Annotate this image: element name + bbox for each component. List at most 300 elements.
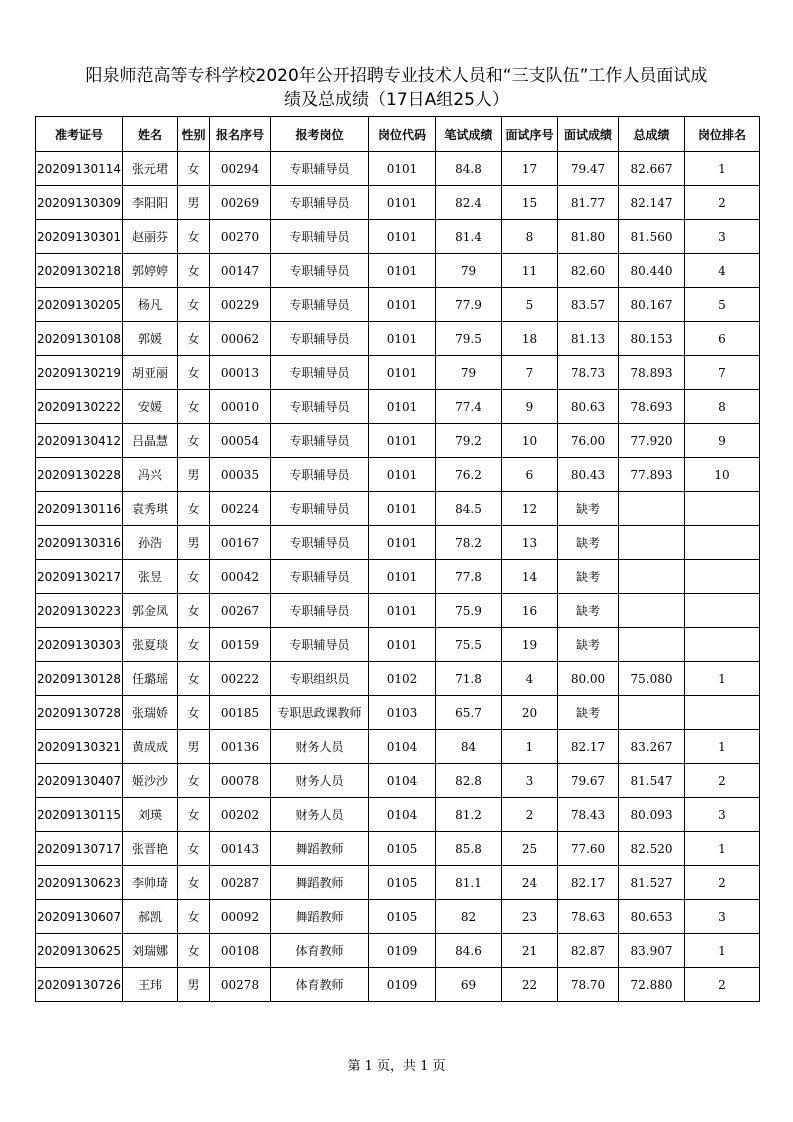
post-rank-cell: 6 [685, 322, 760, 356]
table-row [36, 730, 760, 764]
post-cell: 专职辅导员 [271, 628, 369, 662]
total-score-cell: 83.907 [619, 934, 685, 968]
post-cell: 专职组织员 [271, 662, 369, 696]
post-rank-cell: 2 [685, 866, 760, 900]
exam-id-cell: 20209130625 [36, 934, 123, 968]
header-written-score: 笔试成绩 [436, 117, 502, 152]
interview-order-cell: 9 [502, 390, 558, 424]
table-row [36, 900, 760, 934]
post-cell: 专职辅导员 [271, 492, 369, 526]
post-code-cell: 0101 [369, 526, 436, 560]
post-code-cell: 0104 [369, 764, 436, 798]
exam-id-cell: 20209130412 [36, 424, 123, 458]
interview-score-cell: 83.57 [558, 288, 619, 322]
post-cell: 专职思政课教师 [271, 696, 369, 730]
post-rank-cell [685, 560, 760, 594]
total-score-cell: 83.267 [619, 730, 685, 764]
name-cell: 李阳阳 [123, 186, 178, 220]
interview-score-cell: 79.47 [558, 152, 619, 186]
reg-no-cell: 00202 [210, 798, 271, 832]
post-cell: 体育教师 [271, 968, 369, 1002]
total-score-cell [619, 492, 685, 526]
written-score-cell: 81.4 [436, 220, 502, 254]
interview-score-cell: 82.17 [558, 866, 619, 900]
written-score-cell: 78.2 [436, 526, 502, 560]
interview-score-cell: 81.80 [558, 220, 619, 254]
gender-cell: 女 [178, 322, 210, 356]
total-score-cell: 80.653 [619, 900, 685, 934]
written-score-cell: 81.2 [436, 798, 502, 832]
interview-order-cell: 13 [502, 526, 558, 560]
name-cell: 冯兴 [123, 458, 178, 492]
name-cell: 王玮 [123, 968, 178, 1002]
post-code-cell: 0105 [369, 832, 436, 866]
gender-cell: 女 [178, 560, 210, 594]
interview-order-cell: 15 [502, 186, 558, 220]
total-score-cell [619, 696, 685, 730]
interview-order-cell: 14 [502, 560, 558, 594]
interview-order-cell: 4 [502, 662, 558, 696]
interview-score-cell: 缺考 [558, 526, 619, 560]
reg-no-cell: 00062 [210, 322, 271, 356]
gender-cell: 女 [178, 662, 210, 696]
post-cell: 专职辅导员 [271, 322, 369, 356]
exam-id-cell: 20209130607 [36, 900, 123, 934]
total-score-cell: 78.893 [619, 356, 685, 390]
post-code-cell: 0109 [369, 934, 436, 968]
post-cell: 财务人员 [271, 798, 369, 832]
reg-no-cell: 00278 [210, 968, 271, 1002]
post-rank-cell: 4 [685, 254, 760, 288]
interview-order-cell: 16 [502, 594, 558, 628]
gender-cell: 女 [178, 866, 210, 900]
reg-no-cell: 00035 [210, 458, 271, 492]
total-score-cell: 81.527 [619, 866, 685, 900]
table-row [36, 560, 760, 594]
interview-score-cell: 80.63 [558, 390, 619, 424]
post-cell: 舞蹈教师 [271, 832, 369, 866]
written-score-cell: 69 [436, 968, 502, 1002]
exam-id-cell: 20209130114 [36, 152, 123, 186]
post-code-cell: 0101 [369, 254, 436, 288]
post-rank-cell [685, 594, 760, 628]
name-cell: 胡亚丽 [123, 356, 178, 390]
interview-score-cell: 缺考 [558, 628, 619, 662]
total-score-cell [619, 628, 685, 662]
page-footer: 第 1 页，共 1 页 [347, 1059, 446, 1074]
post-cell: 财务人员 [271, 730, 369, 764]
post-rank-cell [685, 492, 760, 526]
header-gender: 性别 [178, 117, 210, 152]
interview-score-cell: 缺考 [558, 594, 619, 628]
exam-id-cell: 20209130717 [36, 832, 123, 866]
gender-cell: 女 [178, 696, 210, 730]
post-rank-cell: 8 [685, 390, 760, 424]
gender-cell: 女 [178, 764, 210, 798]
post-code-cell: 0101 [369, 186, 436, 220]
post-cell: 专职辅导员 [271, 526, 369, 560]
reg-no-cell: 00159 [210, 628, 271, 662]
written-score-cell: 81.1 [436, 866, 502, 900]
gender-cell: 男 [178, 458, 210, 492]
exam-id-cell: 20209130205 [36, 288, 123, 322]
exam-id-cell: 20209130116 [36, 492, 123, 526]
interview-order-cell: 11 [502, 254, 558, 288]
post-code-cell: 0101 [369, 356, 436, 390]
interview-score-cell: 82.60 [558, 254, 619, 288]
exam-id-cell: 20209130407 [36, 764, 123, 798]
name-cell: 郭金凤 [123, 594, 178, 628]
post-code-cell: 0104 [369, 730, 436, 764]
reg-no-cell: 00167 [210, 526, 271, 560]
table-row [36, 866, 760, 900]
post-rank-cell: 1 [685, 832, 760, 866]
post-rank-cell [685, 696, 760, 730]
table-row [36, 662, 760, 696]
exam-id-cell: 20209130228 [36, 458, 123, 492]
reg-no-cell: 00078 [210, 764, 271, 798]
exam-id-cell: 20209130219 [36, 356, 123, 390]
post-cell: 专职辅导员 [271, 560, 369, 594]
written-score-cell: 84.5 [436, 492, 502, 526]
exam-id-cell: 20209130301 [36, 220, 123, 254]
total-score-cell: 82.667 [619, 152, 685, 186]
post-code-cell: 0101 [369, 288, 436, 322]
interview-order-cell: 3 [502, 764, 558, 798]
total-score-cell: 77.893 [619, 458, 685, 492]
interview-order-cell: 2 [502, 798, 558, 832]
post-rank-cell: 3 [685, 798, 760, 832]
table-row [36, 492, 760, 526]
header-row [36, 117, 760, 152]
total-score-cell: 75.080 [619, 662, 685, 696]
name-cell: 张昱 [123, 560, 178, 594]
table-row [36, 526, 760, 560]
name-cell: 赵丽芬 [123, 220, 178, 254]
reg-no-cell: 00269 [210, 186, 271, 220]
name-cell: 张夏琰 [123, 628, 178, 662]
table-row [36, 798, 760, 832]
interview-order-cell: 8 [502, 220, 558, 254]
interview-score-cell: 78.73 [558, 356, 619, 390]
table-row [36, 628, 760, 662]
table-row [36, 220, 760, 254]
interview-score-cell: 79.67 [558, 764, 619, 798]
total-score-cell: 80.440 [619, 254, 685, 288]
post-cell: 财务人员 [271, 764, 369, 798]
total-score-cell: 77.920 [619, 424, 685, 458]
total-score-cell: 82.147 [619, 186, 685, 220]
header-interview-score: 面试成绩 [558, 117, 619, 152]
reg-no-cell: 00143 [210, 832, 271, 866]
reg-no-cell: 00287 [210, 866, 271, 900]
gender-cell: 男 [178, 730, 210, 764]
gender-cell: 女 [178, 288, 210, 322]
post-cell: 专职辅导员 [271, 390, 369, 424]
name-cell: 刘瑛 [123, 798, 178, 832]
gender-cell: 女 [178, 152, 210, 186]
gender-cell: 女 [178, 934, 210, 968]
header-post: 报考岗位 [271, 117, 369, 152]
post-code-cell: 0101 [369, 458, 436, 492]
reg-no-cell: 00136 [210, 730, 271, 764]
written-score-cell: 75.9 [436, 594, 502, 628]
name-cell: 任璐瑶 [123, 662, 178, 696]
table-row [36, 594, 760, 628]
post-rank-cell: 1 [685, 152, 760, 186]
post-code-cell: 0101 [369, 390, 436, 424]
gender-cell: 男 [178, 968, 210, 1002]
written-score-cell: 76.2 [436, 458, 502, 492]
interview-order-cell: 21 [502, 934, 558, 968]
interview-order-cell: 19 [502, 628, 558, 662]
post-rank-cell: 2 [685, 186, 760, 220]
post-rank-cell: 1 [685, 934, 760, 968]
reg-no-cell: 00054 [210, 424, 271, 458]
written-score-cell: 82 [436, 900, 502, 934]
exam-id-cell: 20209130309 [36, 186, 123, 220]
document-title [30, 64, 763, 112]
table-row [36, 764, 760, 798]
name-cell: 吕晶慧 [123, 424, 178, 458]
post-cell: 舞蹈教师 [271, 900, 369, 934]
written-score-cell: 79.5 [436, 322, 502, 356]
post-rank-cell: 1 [685, 662, 760, 696]
total-score-cell: 80.153 [619, 322, 685, 356]
name-cell: 姬沙沙 [123, 764, 178, 798]
post-cell: 专职辅导员 [271, 220, 369, 254]
interview-order-cell: 1 [502, 730, 558, 764]
exam-id-cell: 20209130303 [36, 628, 123, 662]
exam-id-cell: 20209130321 [36, 730, 123, 764]
post-cell: 专职辅导员 [271, 594, 369, 628]
total-score-cell: 81.547 [619, 764, 685, 798]
exam-id-cell: 20209130128 [36, 662, 123, 696]
reg-no-cell: 00147 [210, 254, 271, 288]
total-score-cell: 81.560 [619, 220, 685, 254]
gender-cell: 男 [178, 526, 210, 560]
written-score-cell: 65.7 [436, 696, 502, 730]
post-rank-cell: 10 [685, 458, 760, 492]
interview-order-cell: 5 [502, 288, 558, 322]
interview-score-cell: 77.60 [558, 832, 619, 866]
written-score-cell: 82.4 [436, 186, 502, 220]
gender-cell: 女 [178, 254, 210, 288]
table-row [36, 254, 760, 288]
written-score-cell: 84 [436, 730, 502, 764]
post-code-cell: 0101 [369, 424, 436, 458]
interview-order-cell: 12 [502, 492, 558, 526]
interview-score-cell: 81.77 [558, 186, 619, 220]
reg-no-cell: 00013 [210, 356, 271, 390]
post-code-cell: 0101 [369, 560, 436, 594]
post-rank-cell: 2 [685, 968, 760, 1002]
reg-no-cell: 00270 [210, 220, 271, 254]
total-score-cell [619, 560, 685, 594]
total-score-cell: 78.693 [619, 390, 685, 424]
gender-cell: 女 [178, 390, 210, 424]
header-name: 姓名 [123, 117, 178, 152]
table-row [36, 288, 760, 322]
written-score-cell: 84.6 [436, 934, 502, 968]
exam-id-cell: 20209130108 [36, 322, 123, 356]
written-score-cell: 79 [436, 356, 502, 390]
reg-no-cell: 00185 [210, 696, 271, 730]
interview-order-cell: 25 [502, 832, 558, 866]
interview-order-cell: 23 [502, 900, 558, 934]
reg-no-cell: 00229 [210, 288, 271, 322]
post-code-cell: 0109 [369, 968, 436, 1002]
post-cell: 专职辅导员 [271, 424, 369, 458]
table-row [36, 696, 760, 730]
name-cell: 孙浩 [123, 526, 178, 560]
title-line-1: 阳泉师范高等专科学校2020年公开招聘专业技术人员和“三支队伍”工作人员面试成 [85, 66, 708, 86]
gender-cell: 女 [178, 832, 210, 866]
post-cell: 专职辅导员 [271, 186, 369, 220]
post-rank-cell: 9 [685, 424, 760, 458]
post-code-cell: 0101 [369, 220, 436, 254]
gender-cell: 女 [178, 798, 210, 832]
table-row [36, 968, 760, 1002]
post-cell: 专职辅导员 [271, 152, 369, 186]
name-cell: 刘瑞娜 [123, 934, 178, 968]
interview-score-cell: 78.43 [558, 798, 619, 832]
interview-score-cell: 81.13 [558, 322, 619, 356]
interview-score-cell: 缺考 [558, 696, 619, 730]
interview-score-cell: 78.63 [558, 900, 619, 934]
total-score-cell [619, 526, 685, 560]
written-score-cell: 77.9 [436, 288, 502, 322]
gender-cell: 女 [178, 594, 210, 628]
interview-score-cell: 80.00 [558, 662, 619, 696]
total-score-cell: 80.093 [619, 798, 685, 832]
post-code-cell: 0101 [369, 628, 436, 662]
score-table [35, 116, 760, 1002]
header-reg-no: 报名序号 [210, 117, 271, 152]
gender-cell: 女 [178, 492, 210, 526]
table-row [36, 186, 760, 220]
interview-score-cell: 缺考 [558, 560, 619, 594]
gender-cell: 男 [178, 186, 210, 220]
reg-no-cell: 00224 [210, 492, 271, 526]
interview-score-cell: 缺考 [558, 492, 619, 526]
exam-id-cell: 20209130623 [36, 866, 123, 900]
post-code-cell: 0103 [369, 696, 436, 730]
exam-id-cell: 20209130728 [36, 696, 123, 730]
post-rank-cell: 3 [685, 220, 760, 254]
header-exam-id: 准考证号 [36, 117, 123, 152]
name-cell: 张瑞娇 [123, 696, 178, 730]
gender-cell: 女 [178, 628, 210, 662]
interview-order-cell: 18 [502, 322, 558, 356]
table-row [36, 424, 760, 458]
post-code-cell: 0105 [369, 900, 436, 934]
reg-no-cell: 00267 [210, 594, 271, 628]
table-row [36, 832, 760, 866]
post-cell: 专职辅导员 [271, 288, 369, 322]
interview-order-cell: 22 [502, 968, 558, 1002]
written-score-cell: 84.8 [436, 152, 502, 186]
interview-score-cell: 80.43 [558, 458, 619, 492]
gender-cell: 女 [178, 900, 210, 934]
post-code-cell: 0102 [369, 662, 436, 696]
total-score-cell: 72.880 [619, 968, 685, 1002]
exam-id-cell: 20209130115 [36, 798, 123, 832]
post-code-cell: 0105 [369, 866, 436, 900]
name-cell: 黄成成 [123, 730, 178, 764]
table-row [36, 934, 760, 968]
exam-id-cell: 20209130218 [36, 254, 123, 288]
post-cell: 舞蹈教师 [271, 866, 369, 900]
table-row [36, 152, 760, 186]
name-cell: 安媛 [123, 390, 178, 424]
interview-score-cell: 76.00 [558, 424, 619, 458]
interview-order-cell: 6 [502, 458, 558, 492]
interview-order-cell: 7 [502, 356, 558, 390]
post-cell: 专职辅导员 [271, 458, 369, 492]
header-interview-order: 面试序号 [502, 117, 558, 152]
table-row [36, 390, 760, 424]
written-score-cell: 71.8 [436, 662, 502, 696]
name-cell: 张晋艳 [123, 832, 178, 866]
post-rank-cell: 1 [685, 730, 760, 764]
reg-no-cell: 00294 [210, 152, 271, 186]
title-line-2: 绩及总成绩（17日A组25人） [284, 90, 509, 110]
written-score-cell: 77.4 [436, 390, 502, 424]
post-code-cell: 0101 [369, 492, 436, 526]
exam-id-cell: 20209130217 [36, 560, 123, 594]
reg-no-cell: 00108 [210, 934, 271, 968]
gender-cell: 女 [178, 356, 210, 390]
post-rank-cell: 2 [685, 764, 760, 798]
written-score-cell: 82.8 [436, 764, 502, 798]
name-cell: 袁秀琪 [123, 492, 178, 526]
written-score-cell: 79.2 [436, 424, 502, 458]
post-rank-cell: 7 [685, 356, 760, 390]
total-score-cell: 82.520 [619, 832, 685, 866]
name-cell: 杨凡 [123, 288, 178, 322]
header-post-code: 岗位代码 [369, 117, 436, 152]
post-code-cell: 0101 [369, 152, 436, 186]
table-row [36, 322, 760, 356]
table-row [36, 356, 760, 390]
post-rank-cell: 3 [685, 900, 760, 934]
reg-no-cell: 00010 [210, 390, 271, 424]
name-cell: 郭媛 [123, 322, 178, 356]
post-rank-cell [685, 526, 760, 560]
interview-order-cell: 24 [502, 866, 558, 900]
reg-no-cell: 00092 [210, 900, 271, 934]
name-cell: 郭婷婷 [123, 254, 178, 288]
gender-cell: 女 [178, 220, 210, 254]
written-score-cell: 77.8 [436, 560, 502, 594]
post-code-cell: 0101 [369, 322, 436, 356]
exam-id-cell: 20209130316 [36, 526, 123, 560]
post-code-cell: 0101 [369, 594, 436, 628]
interview-order-cell: 10 [502, 424, 558, 458]
gender-cell: 女 [178, 424, 210, 458]
name-cell: 李帅琦 [123, 866, 178, 900]
post-code-cell: 0104 [369, 798, 436, 832]
interview-order-cell: 20 [502, 696, 558, 730]
header-post-rank: 岗位排名 [685, 117, 760, 152]
interview-score-cell: 82.87 [558, 934, 619, 968]
header-total-score: 总成绩 [619, 117, 685, 152]
table-row [36, 458, 760, 492]
post-rank-cell [685, 628, 760, 662]
exam-id-cell: 20209130726 [36, 968, 123, 1002]
post-cell: 体育教师 [271, 934, 369, 968]
